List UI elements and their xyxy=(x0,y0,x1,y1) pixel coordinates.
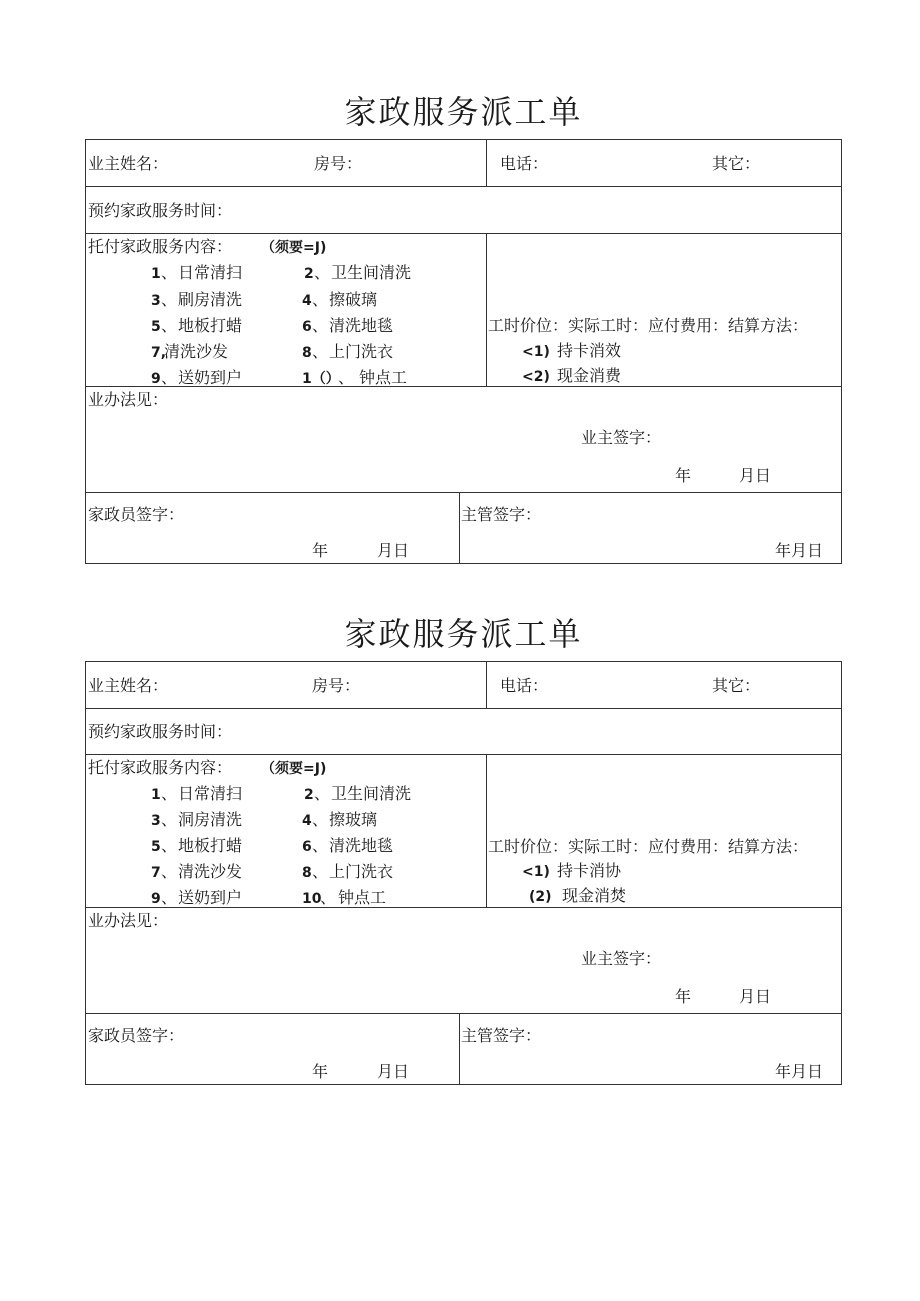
worker-sign-label: 家政员签字： xyxy=(88,505,185,524)
owner-date-month-day: 月日 xyxy=(739,987,772,1006)
billing-cell xyxy=(487,234,842,386)
billing-cell xyxy=(487,755,842,907)
other-label: 其它： xyxy=(712,676,761,695)
owner-sign-label: 业主签字： xyxy=(581,428,662,447)
appointment-time-label: 预约家政服务时间： xyxy=(88,722,233,741)
payment-method: 现金消费 xyxy=(557,366,622,385)
worker-date-year: 年 xyxy=(312,1062,329,1081)
room-label: 房号： xyxy=(314,154,363,173)
phone-label: 电话： xyxy=(500,154,549,173)
form-grid xyxy=(85,661,842,1085)
owner-date-year: 年 xyxy=(675,466,692,485)
payment-method-num: <2) xyxy=(522,369,550,385)
payment-method: 持卡消效 xyxy=(557,341,622,360)
owner-date-month-day: 月日 xyxy=(739,466,772,485)
billing-line: 工时价位：实际工时：应付费用：结算方法： xyxy=(488,837,809,856)
service-content-label: 托付家政服务内容： xyxy=(88,758,233,777)
worker-sign-label: 家政员签字： xyxy=(88,1026,185,1045)
owner-date-year: 年 xyxy=(675,987,692,1006)
payment-method: 现金消焚 xyxy=(562,886,627,905)
opinion-label: 业办法见： xyxy=(88,390,169,409)
other-label: 其它： xyxy=(712,154,761,173)
form-title: 家政服务派工单 xyxy=(344,615,583,653)
service-content-cell: 托付家政服务内容： （须要=J) 1 、 日常清扫 2 、 卫生间清洗 3 、 洞房清洗 4 、 擦玻璃 5 、 地板打蜡 6 、 清洗地毯 7 、 清洗沙发 8 、 上门洗衣 9 、 送奶到户 10 、 钟点工 xyxy=(88,758,412,907)
payment-method-num: <1) xyxy=(522,344,550,360)
worker-date-month-day: 月日 xyxy=(377,541,410,560)
form-grid xyxy=(85,139,842,564)
payment-method: 持卡消协 xyxy=(557,861,622,880)
phone-label: 电话： xyxy=(500,676,549,695)
supervisor-date: 年月日 xyxy=(775,1062,824,1081)
service-content-note: （须要=J) xyxy=(261,761,327,777)
owner-name-label: 业主姓名： xyxy=(88,676,169,695)
supervisor-sign-label: 主管签字： xyxy=(461,1026,542,1045)
worker-date-year: 年 xyxy=(312,541,329,560)
owner-name-label: 业主姓名： xyxy=(88,154,169,173)
service-content-label: 托付家政服务内容： xyxy=(88,237,233,256)
form-title: 家政服务派工单 xyxy=(344,93,583,131)
appointment-time-label: 预约家政服务时间： xyxy=(88,201,233,220)
billing-line: 工时价位：实际工时：应付费用：结算方法： xyxy=(488,316,809,335)
worker-date-month-day: 月日 xyxy=(377,1062,410,1081)
supervisor-sign-label: 主管签字： xyxy=(461,505,542,524)
opinion-label: 业办法见： xyxy=(88,911,169,930)
supervisor-date: 年月日 xyxy=(775,541,824,560)
payment-method-num: <1) xyxy=(522,864,550,880)
owner-sign-label: 业主签字： xyxy=(581,949,662,968)
room-label: 房号： xyxy=(312,676,361,695)
service-content-cell: 托付家政服务内容： （须要=J) 1 、 日常清扫 2 、 卫生间清洗 3 、 刷房清洗 4 、 擦破璃 5 、 地板打蜡 6 、 清洗地毯 7, 清洗沙发 8 、 上门洗衣 9 、 送奶到户 1（） 、 钟点工 xyxy=(88,237,412,386)
payment-method-num: (2) xyxy=(529,889,552,905)
service-content-note: （须要=J) xyxy=(261,240,327,256)
